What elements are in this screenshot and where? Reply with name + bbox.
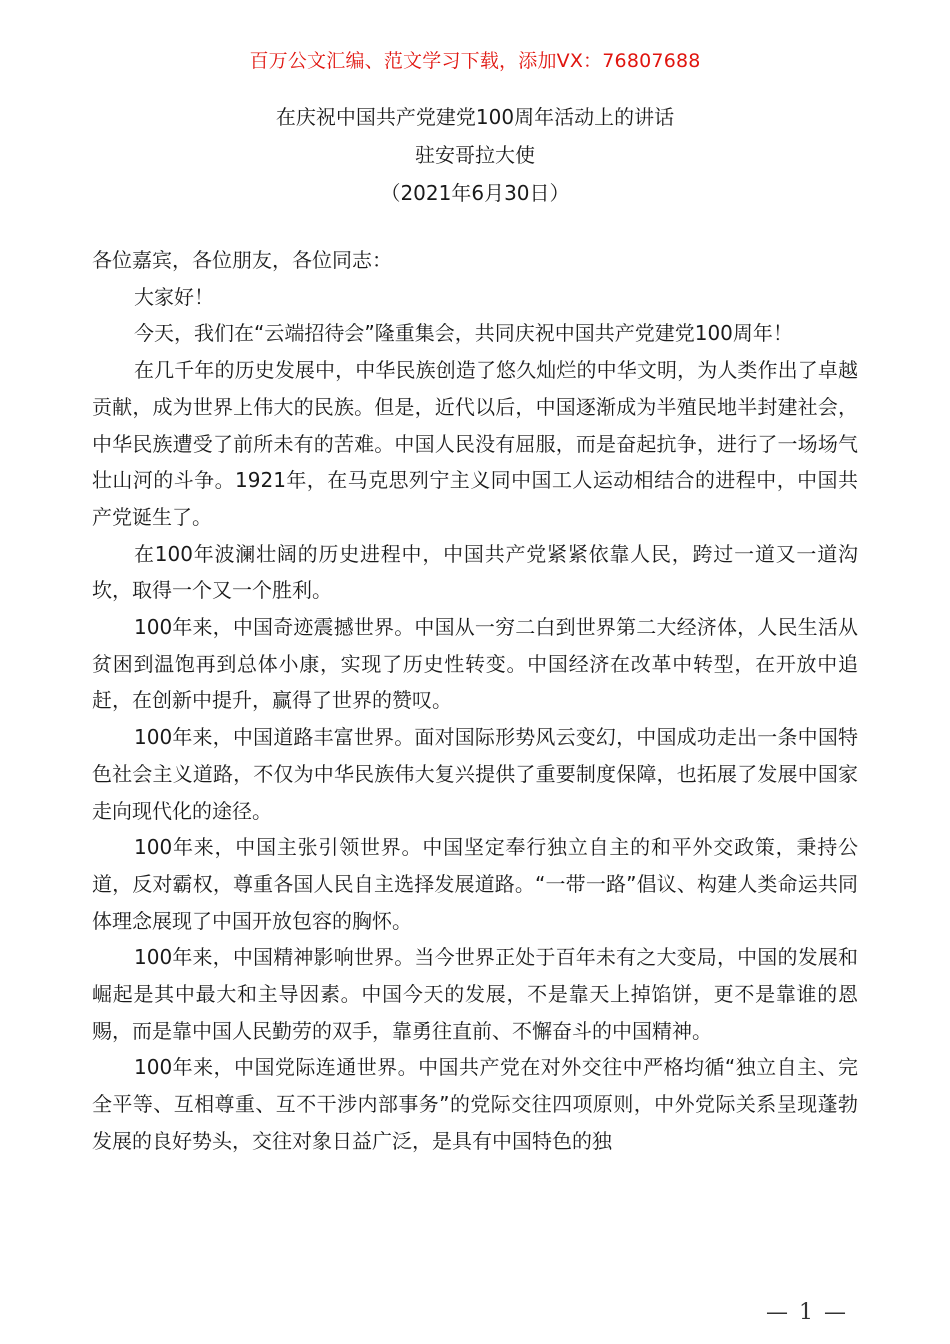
paragraph: 100年来，中国主张引领世界。中国坚定奉行独立自主的和平外交政策，秉持公道，反对霸权，尊重各国人民自主选择发展道路。“一带一路”倡议、构建人类命运共同体理念展现了中国开放包容的胸怀。	[92, 835, 858, 933]
speaker-line: 驻安哥拉大使	[415, 143, 535, 167]
date-line: （2021年6月30日）	[380, 181, 570, 205]
speech-title: 在庆祝中国共产党建党100周年活动上的讲话	[275, 105, 675, 129]
paragraph: 100年来，中国道路丰富世界。面对国际形势风云变幻，中国成功走出一条中国特色社会主义道路，不仅为中华民族伟大复兴提供了重要制度保障，也拓展了发展中国家走向现代化的途径。	[92, 725, 858, 823]
paragraph: 今天，我们在“云端招待会”隆重集会，共同庆祝中国共产党建党100周年！	[134, 321, 793, 346]
salutation: 各位嘉宾，各位朋友，各位同志：	[92, 248, 392, 272]
paragraph: 100年来，中国党际连通世界。中国共产党在对外交往中严格均循“独立自主、完全平等、互相尊重、互不干涉内部事务”的党际交往四项原则，中外党际关系呈现蓬勃发展的良好势头，交往对象日益广泛，是具有中国特色的独	[92, 1055, 858, 1153]
paragraph: 在几千年的历史发展中，中华民族创造了悠久灿烂的中华文明，为人类作出了卓越贡献，成为世界上伟大的民族。但是，近代以后，中国逐渐成为半殖民地半封建社会，中华民族遭受了前所未有的苦难。中国人民没有屈服，而是奋起抗争，进行了一场场气壮山河的斗争。1921年，在马克思列宁主义同中国工人运动相结合的进程中，中国共产党诞生了。	[92, 358, 858, 529]
title-block	[0, 98, 950, 212]
speech-body	[92, 242, 858, 1160]
page-footer	[0, 1300, 950, 1325]
paragraph: 在100年波澜壮阔的历史进程中，中国共产党紧紧依靠人民，跨过一道又一道沟坎，取得一个又一个胜利。	[92, 541, 858, 603]
watermark-text: 百万公文汇编、范文学习下载，添加VX：76807688	[249, 50, 701, 72]
paragraph: 100年来，中国精神影响世界。当今世界正处于百年未有之大变局，中国的发展和崛起是其中最大和主导因素。中国今天的发展，不是靠天上掉馅饼，更不是靠谁的恩赐，而是靠中国人民勤劳的双手，靠勇往直前、不懈奋斗的中国精神。	[92, 945, 858, 1043]
page-number: — 1 —	[766, 1300, 848, 1325]
paragraph: 大家好！	[134, 284, 214, 309]
paragraph: 100年来，中国奇迹震撼世界。中国从一穷二白到世界第二大经济体，人民生活从贫困到温饱再到总体小康，实现了历史性转变。中国经济在改革中转型，在开放中追赶，在创新中提升，赢得了世界的赞叹。	[92, 615, 858, 713]
